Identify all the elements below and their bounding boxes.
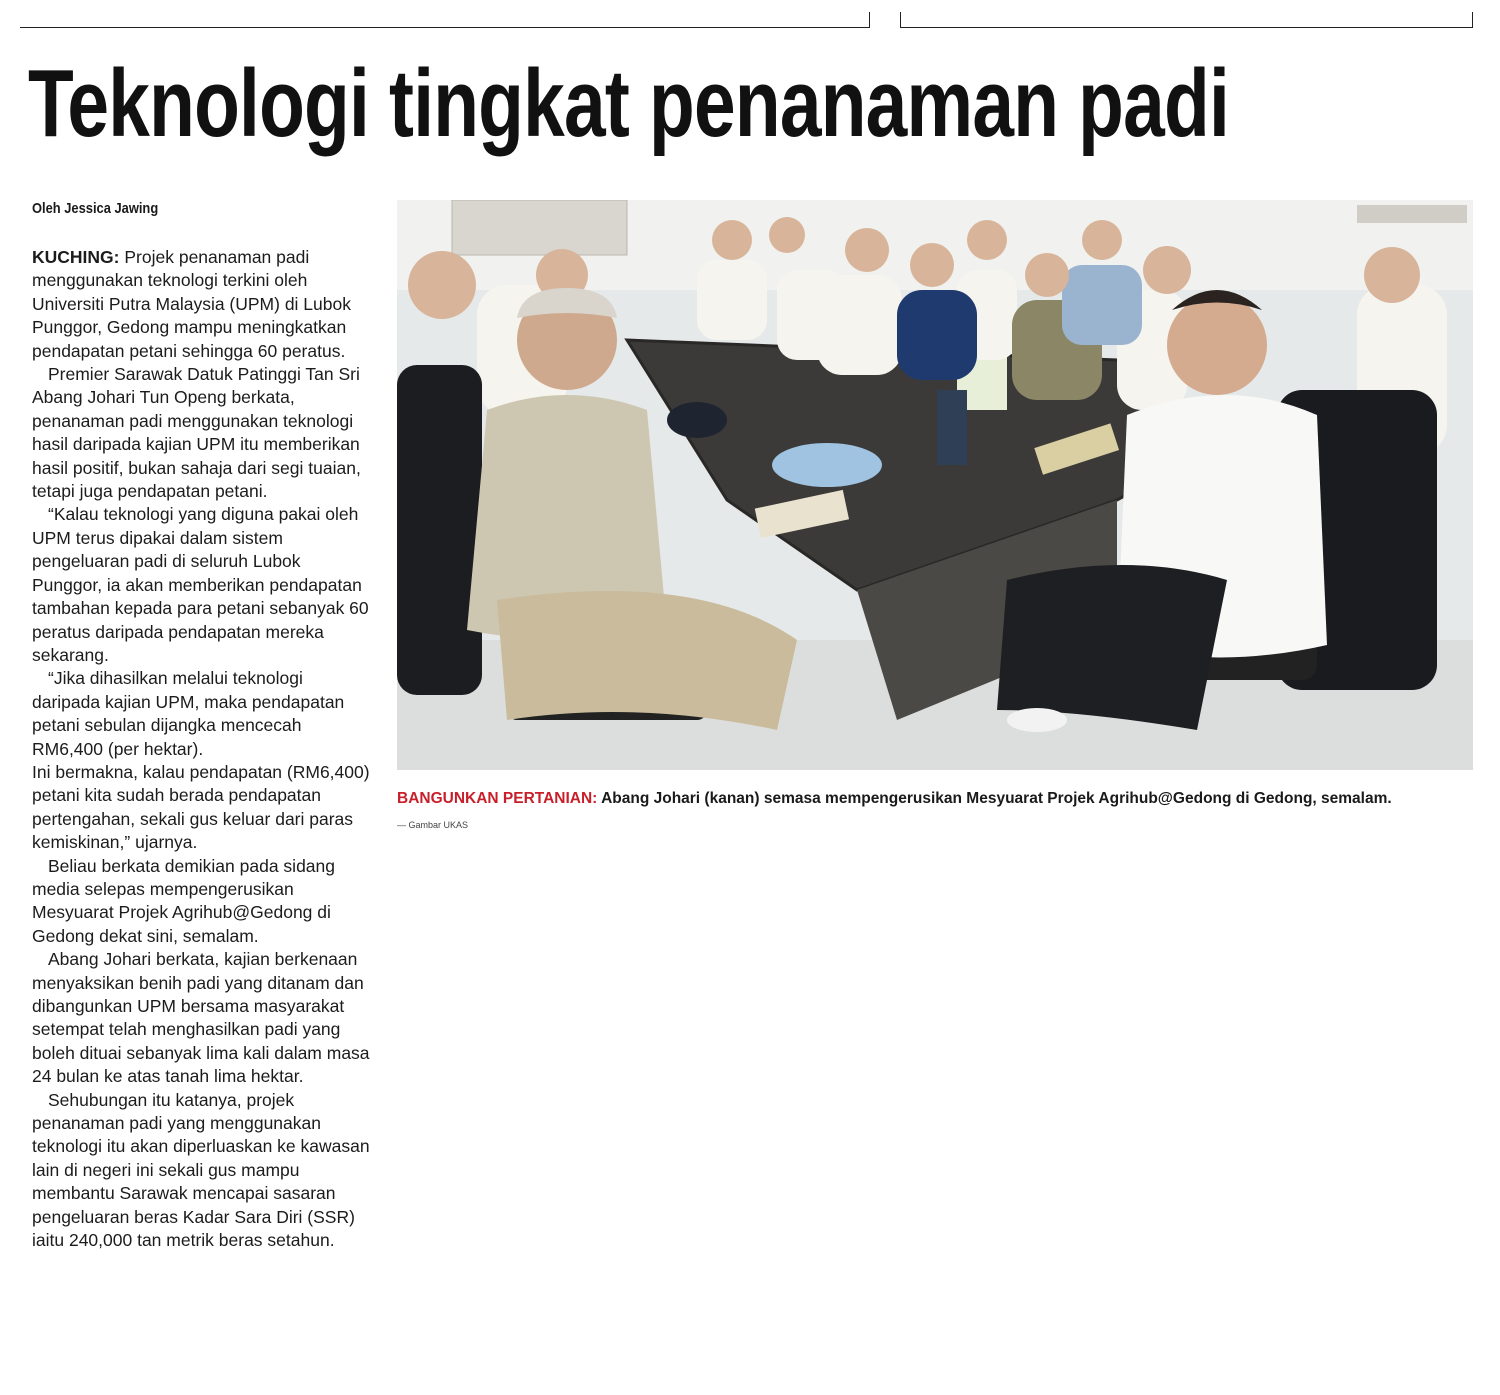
article-paragraph: “Kalau teknologi yang diguna pakai oleh UPM terus dipakai dalam sistem pengeluaran padi di seluruh Lubok Punggor, ia akan memberikan pendapatan tambahan kepada para petani sebanyak 60 peratus daripada pendapatan mereka sekarang. xyxy=(32,504,369,665)
article-paragraph: Sehubungan itu katanya, projek penanaman padi yang menggunakan teknologi itu akan diperluaskan ke kawasan lain di negeri ini sekali gus mampu membantu Sarawak mencapai sasaran pengeluaran beras Kadar Sara Diri (SSR) iaitu 240,000 tan metrik beras setahun. xyxy=(32,1089,370,1251)
article-body xyxy=(32,246,372,1252)
meeting-photo-illustration xyxy=(397,200,1473,770)
meeting-photo xyxy=(397,200,1473,770)
top-rule-right xyxy=(900,12,1473,28)
top-rule-left xyxy=(20,12,870,28)
dateline: KUCHING: xyxy=(32,247,120,267)
caption-text: Abang Johari (kanan) semasa mempengerusikan Mesyuarat Projek Agrihub@Gedong di Gedong, semalam. xyxy=(597,790,1392,807)
article-paragraph: KUCHING: Projek penanaman padi menggunakan teknologi terkini oleh Universiti Putra Malaysia (UPM) di Lubok Punggor, Gedong mampu meningkatkan pendapatan petani sehingga 60 peratus. xyxy=(32,247,351,361)
article-paragraph: Beliau berkata demikian pada sidang media selepas mempengerusikan Mesyuarat Projek Agrihub@Gedong di Gedong dekat sini, semalam. xyxy=(32,855,335,946)
photo-caption xyxy=(397,790,1473,808)
caption-label: BANGUNKAN PERTANIAN: xyxy=(397,790,598,807)
byline: Oleh Jessica Jawing xyxy=(32,200,159,217)
article-paragraph: “Jika dihasilkan melalui teknologi daripada kajian UPM, maka pendapatan petani sebulan dijangka mencecah RM6,400 (per hektar). xyxy=(32,668,345,759)
headline: Teknologi tingkat penanaman padi xyxy=(28,50,1229,157)
article-paragraph: Premier Sarawak Datuk Patinggi Tan Sri Abang Johari Tun Openg berkata, penanaman padi menggunakan teknologi hasil daripada kajian UPM itu memberikan hasil positif, bukan sahaja dari segi tuaian, tetapi juga pendapatan petani. xyxy=(32,364,361,502)
photo-credit: — Gambar UKAS xyxy=(397,820,469,830)
article-paragraph: Abang Johari berkata, kajian berkenaan menyaksikan benih padi yang ditanam dan dibangunkan UPM bersama masyarakat setempat telah menghasilkan padi yang boleh dituai sebanyak lima kali dalam masa 24 bulan ke atas tanah lima hektar. xyxy=(32,949,370,1087)
article-paragraph: Ini bermakna, kalau pendapatan (RM6,400) petani kita sudah berada pendapatan pertengahan, sekali gus keluar dari paras kemiskinan,” ujarnya. xyxy=(32,761,370,853)
